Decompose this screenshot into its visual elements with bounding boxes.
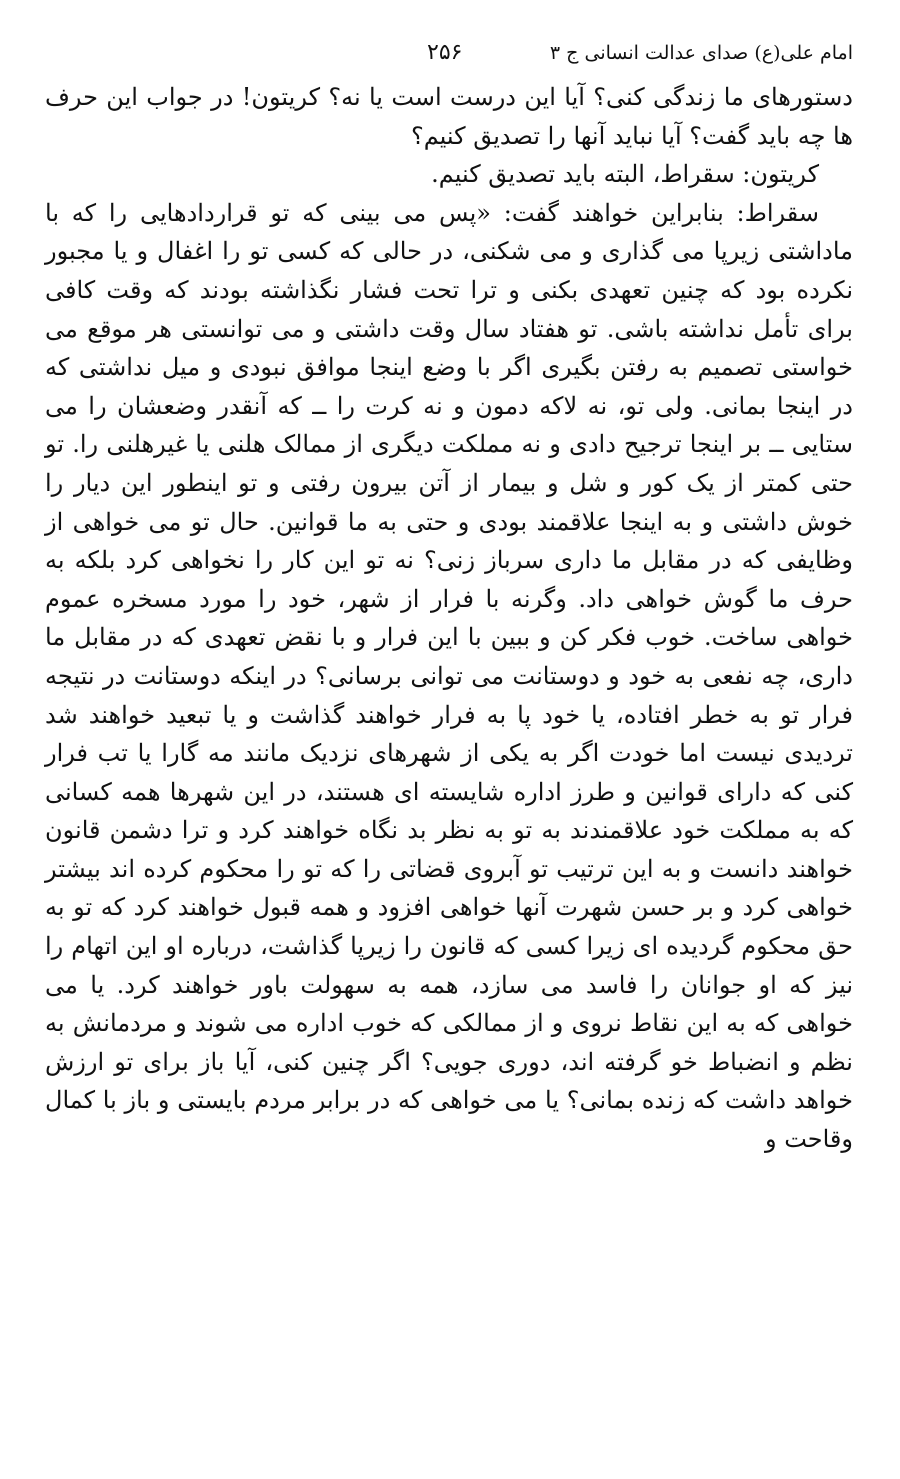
paragraph-3: سقراط: بنابراین خواهند گفت: «پس می بینی که تو قراردادهایی را که با ماداشتی زیرپا می گذاری و می شکنی، در حالی که کسی تو را اغفال و یا مجبور نکرده بود که چنین تعهدی بکنی و ترا تحت فشار نگذاشته بودند که وقت کافی برای تأمل نداشته باشی. تو هفتاد سال وقت داشتی و می توانستی هر موقع می خواستی تصمیم به رفتن بگیری اگر با وضع اینجا موافق نبودی و میل نداشتی که در اینجا بمانی. ولی تو، نه لاکه دمون و نه کرت را ــ که آنقدر وضعشان را می ستایی ــ بر اینجا ترجیح دادی و نه مملکت دیگری از ممالک هلنی یا غیرهلنی را. تو حتی کمتر از یک کور و شل و بیمار از آتن بیرون رفتی و تو اینطور این دیار را خوش داشتی و به اینجا علاقمند بودی و حتی به ما قوانین. حال تو می خواهی از وظایفی که در مقابل ما داری سرباز زنی؟ نه تو این کار را نخواهی کرد بلکه به حرف ما گوش خواهی داد. وگرنه با فرار از شهر، خود را مورد مسخره عموم خواهی ساخت. خوب فکر کن و ببین با این فرار و با نقض تعهدی که در مقابل ما داری، چه نفعی به خود و دوستانت می توانی برسانی؟ در اینکه دوستانت در نتیجه فرار تو به خطر افتاده، یا خود پا به فرار خواهند گذاشت و یا تبعید خواهند شد تردیدی نیست اما خودت اگر به یکی از شهرهای نزدیک مانند مه گارا یا تب فرار کنی که دارای قوانین و طرز اداره شایسته ای هستند، در این شهرها همه کسانی که به مملکت خود علاقمندند به تو به نظر بد نگاه خواهند کرد و ترا دشمن قانون خواهند دانست و به این ترتیب تو آبروی قضاتی را که تو را محکوم کرده اند بیشتر خواهی کرد و بر حسن شهرت آنها خواهی افزود و همه قبول خواهند کرد که تو به حق محکوم گردیده ای زیرا کسی که قانون را زیرپا گذاشت، درباره او این اتهام را نیز که او جوانان را فاسد می سازد، همه به سهولت باور خواهند کرد. یا می خواهی که به این نقاط نروی و از ممالکی که خوب اداره می شوند و مردمانش به نظم و انضباط خو گرفته اند، دوری جویی؟ اگر چنین کنی، آیا باز برای تو ارزش خواهد داشت که زنده بمانی؟ یا می خواهی که در برابر مردم بایستی و باز با کمال وقاحت و [45, 198, 853, 1154]
page-body-text [45, 78, 853, 1159]
header-book-title: امام علی(ع) صدای عدالت انسانی ج ۳ [549, 42, 853, 64]
paragraph-2: کریتون: سقراط، البته باید تصدیق کنیم. [431, 160, 819, 189]
page-number: ۲۵۶ [427, 40, 463, 65]
paragraph-1: دستورهای ما زندگی کنی؟ آیا این درست است یا نه؟ کریتون! در جواب این حرف ها چه باید گفت؟ آیا نباید آنها را تصدیق کنیم؟ [45, 83, 853, 150]
running-header [45, 36, 853, 70]
